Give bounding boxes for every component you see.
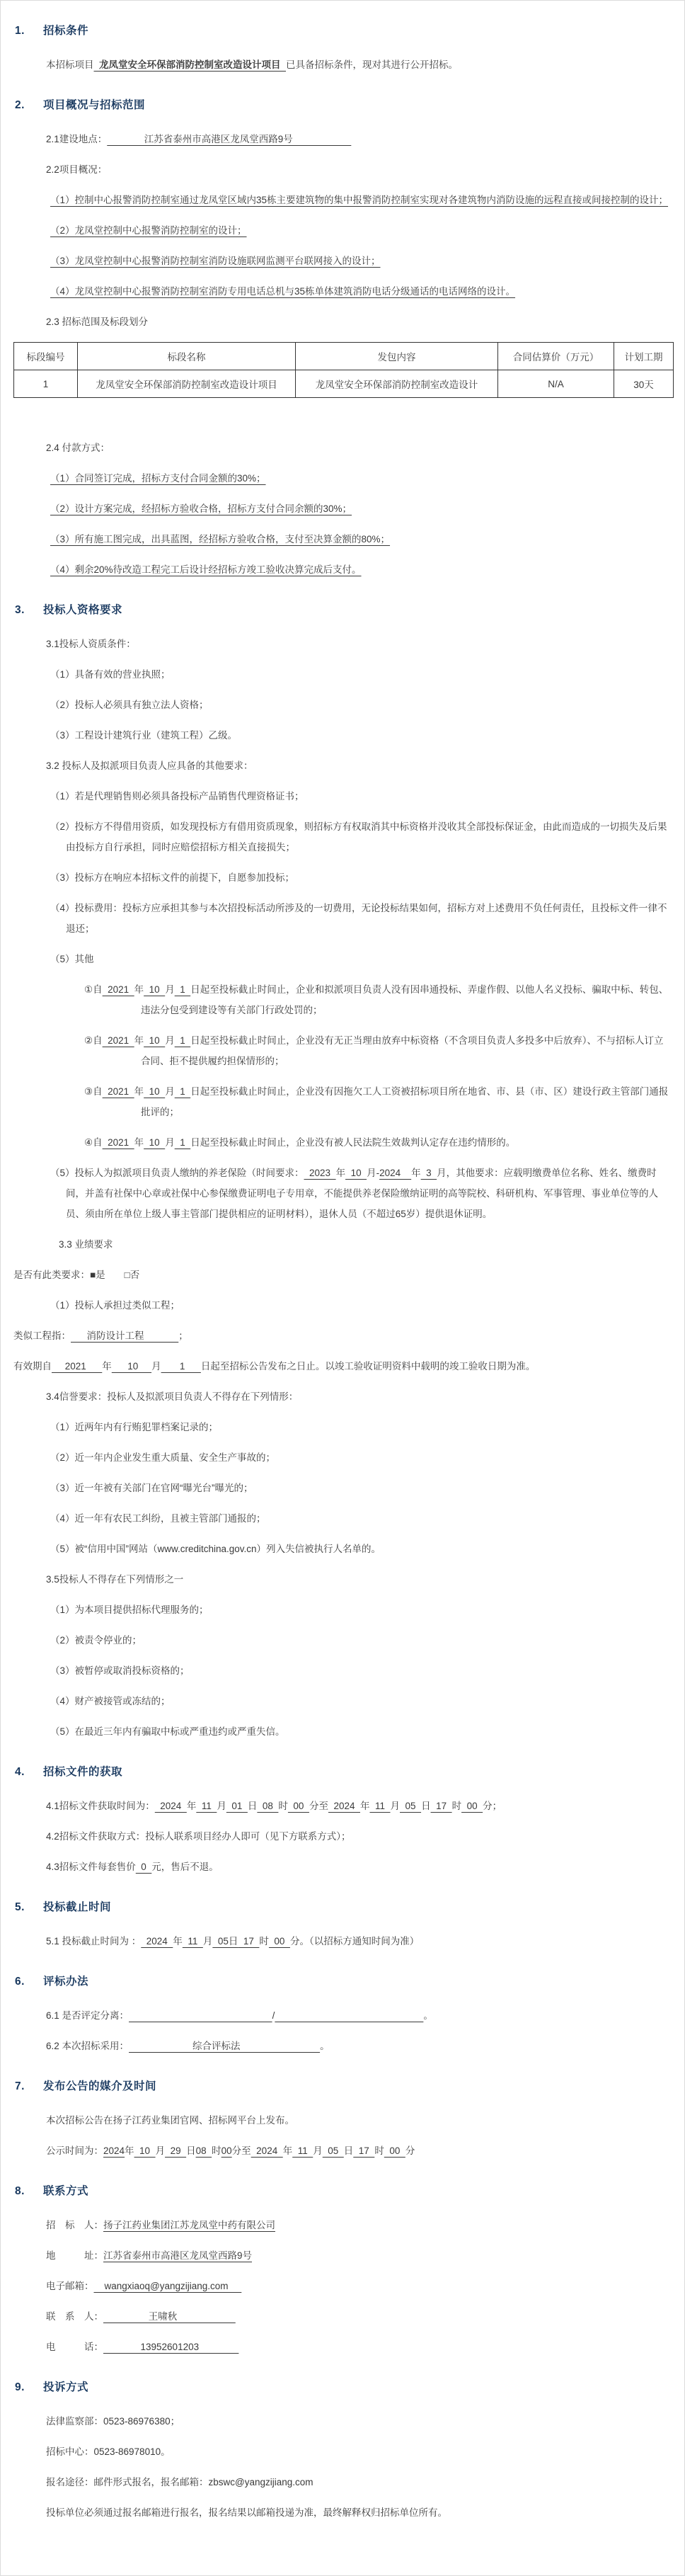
other-req-item-4: （4）投标费用：投标方应承担其参与本次招投标活动所涉及的一切费用，无论投标结果如何，招标方对上述费用不负任何责任，且投标文件一律不退还；: [50, 903, 667, 934]
price-suffix: 元，售后不退。: [151, 1862, 219, 1872]
section-project-overview: [13, 96, 672, 580]
section-contact-info: [13, 2182, 672, 2357]
section-document-acquisition: [13, 1763, 672, 1877]
performance-requirement-choice: 是否有此类要求：■是 □否: [13, 1270, 140, 1280]
circ3-seg2: 年: [134, 1086, 144, 1097]
email-value: wangxiaoq@yangzijiang.com: [93, 2281, 242, 2291]
payment-item-4: [29, 559, 672, 580]
method-label: 6.2 本次招标采用：: [46, 2041, 129, 2051]
reputation-item-3: （3）近一年被有关部门在官网“曝光台”曝光的；: [50, 1483, 253, 1493]
circ2-day: 1: [174, 1035, 191, 1046]
validity-seg2: 年: [102, 1361, 112, 1372]
acq-seg: 月: [390, 1801, 401, 1811]
pub-seg: 月: [155, 2145, 166, 2156]
reputation-item-4: （4）近一年有农民工纠纷，且被主管部门通报的；: [50, 1513, 266, 1524]
circle-item-4: [70, 1132, 672, 1153]
acquisition-method-line: 4.2招标文件获取方式：投标人联系项目经办人即可（见下方联系方式）；: [46, 1831, 351, 1842]
validity-seg4: 月: [151, 1361, 161, 1372]
section-6-heading: [15, 1973, 672, 1988]
payment-item-3: [29, 529, 672, 549]
spacer: [13, 419, 672, 438]
circ2-year: 2021: [102, 1035, 134, 1046]
payment-item-4-text: （4）剩余20%待改造工程完工后设计经招标方竣工验收决算完成后支付。: [50, 564, 362, 575]
header-planned-duration: 计划工期: [614, 343, 674, 370]
other-req-item-3: （3）投标方在响应本招标文件的前提下，自愿参加投标；: [50, 872, 295, 883]
performance-item-1: （1）投标人承担过类似工程；: [50, 1300, 180, 1311]
performance-requirement-label: 3.3 业绩要求: [59, 1239, 113, 1250]
payment-item-2: [29, 498, 672, 519]
prohibited-item-2: （2）被责令停业的；: [50, 1635, 142, 1646]
separation-blank-2: [275, 2010, 423, 2021]
validity-month: 10: [111, 1361, 152, 1372]
section-5-title: 投标截止时间: [43, 1901, 112, 1913]
circ3-day: 1: [174, 1086, 191, 1097]
circ4-seg4: 月: [165, 1137, 175, 1148]
acq-seg: 日: [247, 1801, 258, 1811]
separation-blank-1: [129, 2010, 272, 2021]
address-value: 江苏省泰州市高港区龙凤堂西路9号: [103, 2250, 253, 2261]
pub-year-to: 2024: [251, 2145, 283, 2156]
table-row: [14, 370, 674, 398]
acq-seg: 时: [451, 1801, 462, 1811]
pension-year-from: 2023: [304, 1168, 336, 1178]
circ3-seg4: 月: [165, 1086, 175, 1097]
payment-item-1: [29, 468, 672, 489]
contact-person-value: 王啸秋: [103, 2311, 236, 2322]
pub-min-from: 00: [221, 2145, 232, 2156]
section-8-title: 联系方式: [43, 2185, 89, 2197]
qual-item-1: （1）具备有效的营业执照；: [50, 669, 171, 680]
pub-seg: 时: [374, 2145, 384, 2156]
evaluation-method-line: [13, 2036, 672, 2056]
construction-site-line: [13, 129, 672, 149]
similar-suffix: ；: [178, 1330, 188, 1341]
section-1-title: 招标条件: [43, 25, 89, 37]
validity-line: [13, 1356, 672, 1377]
pub-seg: 月: [313, 2145, 323, 2156]
section-3-heading: [15, 601, 672, 617]
section-1-number: 1.: [15, 25, 25, 37]
acq-day-from: 01: [226, 1801, 248, 1811]
other-requirements-label: 3.2 投标人及拟派项目负责人应具备的其他要求：: [46, 760, 253, 771]
circ1-year: 2021: [102, 984, 134, 995]
qual-item-3: （3）工程设计建筑行业（建筑工程）乙级。: [50, 730, 238, 741]
evaluation-separation-line: [13, 2005, 672, 2026]
deadline-line: [13, 1931, 672, 1951]
header-lot-number: 标段编号: [14, 343, 78, 370]
section-2-number: 2.: [15, 99, 25, 111]
section-2-heading: [15, 96, 672, 112]
circ1-seg0: ①自: [84, 984, 103, 995]
table-header-row: [14, 343, 674, 370]
acq-seg: 年: [186, 1801, 197, 1811]
pub-day-to: 05: [322, 2145, 344, 2156]
scope-division-label: 2.3 招标范围及标段划分: [46, 317, 149, 327]
pub-year-from: 2024: [103, 2145, 125, 2156]
deadline-rest: 分。（以招标方通知时间为准）: [289, 1936, 420, 1947]
reputation-item-1: （1）近两年内有行贿犯罪档案记录的；: [50, 1422, 219, 1432]
section-9-number: 9.: [15, 2381, 25, 2393]
acq-seg: 分；: [483, 1801, 502, 1811]
payment-method-label: 2.4 付款方式：: [46, 443, 110, 453]
acq-hour-from: 08: [257, 1801, 279, 1811]
deadline-min: 00: [268, 1936, 290, 1947]
section-bid-deadline: [13, 1898, 672, 1951]
reputation-item-5: （5）被“信用中国”网站（www.creditchina.gov.cn）列入失信被执行人名单的。: [50, 1544, 381, 1554]
cell-lot-number: 1: [14, 370, 78, 398]
deadline-seg: 年: [173, 1936, 183, 1947]
deadline-year: 2024: [141, 1936, 173, 1947]
section-6-number: 6.: [15, 1976, 25, 1988]
circ2-month: 10: [144, 1035, 166, 1046]
overview-item-4-text: （4）龙凤堂控制中心报警消防控制室消防专用电话总机与35栋单体建筑消防电话分级通话的电话网络的设计。: [50, 286, 516, 297]
acq-month-from: 11: [196, 1801, 217, 1811]
circ2-seg2: 年: [134, 1035, 144, 1046]
cell-lot-name: 龙凤堂安全环保部消防控制室改造设计项目: [78, 370, 296, 398]
pub-min-to: 00: [384, 2145, 405, 2156]
separation-slash: /: [272, 2010, 275, 2021]
phone-value: 13952601203: [103, 2342, 239, 2352]
legal-supervision-line: 法律监察部：0523-86976380；: [46, 2416, 180, 2427]
section-7-heading: [15, 2078, 672, 2093]
overview-item-3-text: （3）龙凤堂控制中心报警消防控制室消防设施联网监测平台联网接入的设计；: [50, 256, 381, 266]
similar-project-line: [13, 1326, 672, 1346]
circ2-seg0: ②自: [84, 1035, 103, 1046]
project-name: 龙凤堂安全环保部消防控制室改造设计项目: [93, 59, 287, 70]
document-price-line: [13, 1857, 672, 1877]
acq-min-from: 00: [287, 1801, 309, 1811]
prohibited-item-4: （4）财产被接管或冻结的；: [50, 1696, 171, 1706]
payment-item-1-text: （1）合同签订完成，招标方支付合同金额的30%；: [50, 473, 266, 484]
tenderer-value: 扬子江药业集团江苏龙凤堂中药有限公司: [103, 2220, 275, 2230]
circ4-seg0: ④自: [84, 1137, 103, 1148]
section-evaluation-method: [13, 1973, 672, 2056]
acq-label: 4.1招标文件获取时间为：: [46, 1801, 155, 1811]
prohibited-item-3: （3）被暂停或取消投标资格的；: [50, 1665, 190, 1676]
pub-seg: 年: [125, 2145, 134, 2156]
pension-rest: 月，其他要求：应载明缴费单位名称、姓名、缴费时间，并盖有社保中心章或社保中心参保缴费证明电子专用章，不能提供养老保险缴纳证明的高等院校、科研机构、军事管理、事业单位等的人员、须由所在单位上级人事主管部门提供相应的证明材料），退休人员（不超过65岁）提供退休证明。: [66, 1168, 658, 1219]
separation-period: 。: [423, 2010, 433, 2021]
deadline-seg: 月: [202, 1936, 213, 1947]
other-req-item-2: （2）投标方不得借用资质，如发现投标方有借用资质现象，则招标方有权取消其中标资格并没收其全部投标保证金，由此而造成的一切损失及后果由投标方自行承担，同时应赔偿招标方相关直接损失；: [50, 821, 667, 853]
construction-site-label: 2.1建设地点：: [46, 134, 108, 144]
contact-person-line: [13, 2306, 672, 2327]
construction-site-value: 江苏省泰州市高港区龙凤堂西路9号: [107, 134, 352, 144]
section-5-number: 5.: [15, 1901, 25, 1913]
section-7-title: 发布公告的媒介及时间: [43, 2080, 157, 2092]
tender-center-line: 招标中心：0523-86978010。: [46, 2446, 171, 2457]
method-period: 。: [320, 2041, 330, 2051]
section-9-heading: [15, 2378, 672, 2394]
method-value: 综合评标法: [129, 2041, 321, 2051]
price-value: 0: [135, 1862, 152, 1872]
acq-year-to: 2024: [328, 1801, 360, 1811]
validity-rest: 日起至招标公告发布之日止。以竣工验收证明资料中载明的竣工验收日期为准。: [200, 1361, 536, 1372]
circ4-rest: 日起至投标截止时间止，企业没有被人民法院生效裁判认定存在违约情形的。: [190, 1137, 516, 1148]
circle-item-2: [70, 1030, 672, 1071]
pub-month-from: 10: [134, 2145, 156, 2156]
prohibited-item-1: （1）为本项目提供招标代理服务的；: [50, 1605, 209, 1615]
section-8-heading: [15, 2182, 672, 2198]
cell-planned-duration: 30天: [614, 370, 674, 398]
pub-seg: 日: [186, 2145, 196, 2156]
acq-seg: 年: [360, 1801, 370, 1811]
section-bidder-qualifications: [13, 601, 672, 1742]
acq-month-to: 11: [369, 1801, 391, 1811]
pension-seg0: （5）投标人为拟派项目负责人缴纳的养老保险（时间要求：: [50, 1168, 304, 1178]
final-note-line: 投标单位必须通过报名邮箱进行报名，报名结果以邮箱投递为准，最终解释权归招标单位所有。: [46, 2507, 447, 2518]
statement-suffix: 已具备招标条件，现对其进行公开招标。: [286, 59, 459, 70]
pub-hour-to: 17: [353, 2145, 375, 2156]
pension-seg6: 年: [411, 1168, 421, 1178]
section-7-number: 7.: [15, 2080, 25, 2092]
other-req-item-1: （1）若是代理销售则必须具备投标产品销售代理资格证书；: [50, 791, 304, 802]
similar-label: 类似工程指：: [13, 1330, 71, 1341]
overview-item-2: [29, 220, 672, 241]
section-4-title: 招标文件的获取: [43, 1766, 123, 1778]
section-1-heading: [15, 22, 672, 38]
circ3-seg0: ③自: [84, 1086, 103, 1097]
circle-item-3: [70, 1081, 672, 1122]
acquisition-time-line: [13, 1796, 672, 1816]
section-4-number: 4.: [15, 1766, 25, 1778]
separation-label: 6.1 是否评定分离：: [46, 2010, 129, 2021]
address-label: 地 址：: [46, 2250, 103, 2261]
price-label: 4.3招标文件每套售价: [46, 1862, 136, 1872]
acq-seg: 分至: [309, 1801, 328, 1811]
circ3-month: 10: [144, 1086, 166, 1097]
deadline-month: 11: [182, 1936, 203, 1947]
lot-division-table: [13, 342, 674, 398]
similar-value: 消防设计工程: [71, 1330, 179, 1341]
section-9-title: 投诉方式: [43, 2381, 89, 2393]
acq-seg: 月: [217, 1801, 226, 1811]
pension-month-to: 3: [420, 1168, 437, 1178]
section-2-title: 项目概况与招标范围: [43, 99, 146, 111]
deadline-seg: 时: [259, 1936, 269, 1947]
section-5-heading: [15, 1898, 672, 1914]
validity-seg0: 有效期自: [13, 1361, 52, 1372]
section-6-title: 评标办法: [43, 1976, 89, 1988]
statement-prefix: 本招标项目: [46, 59, 94, 70]
section-4-heading: [15, 1763, 672, 1779]
project-overview-label: 2.2项目概况：: [46, 164, 108, 175]
acq-min-to: 00: [461, 1801, 483, 1811]
publicity-label: 公示时间为：: [46, 2145, 103, 2156]
acq-seg: 日: [421, 1801, 431, 1811]
overview-item-1: [29, 190, 672, 210]
deadline-hour: 17: [238, 1936, 260, 1947]
overview-item-4: [29, 281, 672, 302]
pub-seg: 分: [405, 2145, 415, 2156]
contact-person-label: 联 系 人：: [46, 2311, 103, 2322]
pub-month-to: 11: [292, 2145, 313, 2156]
email-line: [13, 2276, 672, 2296]
circ1-rest: 日起至投标截止时间止，企业和拟派项目负责人没有因串通投标、弄虚作假、以他人名义投标、骗取中标、转包、违法分包受到建设等有关部门行政处罚的；: [141, 984, 669, 1015]
header-contract-content: 发包内容: [296, 343, 498, 370]
header-lot-name: 标段名称: [78, 343, 296, 370]
payment-item-3-text: （3）所有施工图完成，出具蓝图，经招标方验收合格，支付至决算金额的80%；: [50, 534, 391, 545]
pension-month-from: 10: [345, 1168, 367, 1178]
deadline-label: 5.1 投标截止时间为 ：: [46, 1936, 142, 1947]
overview-item-1-text: （1）控制中心报警消防控制室通过龙凤堂区域内35栋主要建筑物的集中报警消防控制室实现对各建筑物内消防设施的远程直接或间接控制的设计；: [50, 195, 669, 205]
publicity-period-line: [13, 2141, 672, 2161]
pub-hour-from: 08: [195, 2145, 212, 2156]
pension-seg4: 月-: [367, 1168, 380, 1178]
acq-day-to: 05: [400, 1801, 422, 1811]
section-complaint-method: [13, 2378, 672, 2523]
payment-item-2-text: （2）设计方案完成，经招标方验收合格，招标方支付合同余额的30%；: [50, 503, 352, 514]
section-8-number: 8.: [15, 2185, 25, 2197]
header-estimated-price: 合同估算价（万元）: [498, 343, 614, 370]
section-3-title: 投标人资格要求: [43, 604, 123, 616]
cell-estimated-price: N/A: [498, 370, 614, 398]
pension-requirement: [29, 1163, 672, 1224]
email-label: 电子邮箱：: [46, 2281, 94, 2291]
acq-seg: 时: [278, 1801, 288, 1811]
circ1-month: 10: [144, 984, 166, 995]
pension-seg2: 年: [335, 1168, 346, 1178]
circ4-month: 10: [144, 1137, 166, 1148]
phone-label: 电 话：: [46, 2342, 103, 2352]
overview-item-3: [29, 251, 672, 271]
tenderer-label: 招 标 人：: [46, 2220, 103, 2230]
circ1-seg2: 年: [134, 984, 144, 995]
other-req-item-5: （5）其他: [50, 954, 94, 964]
section-3-number: 3.: [15, 604, 25, 616]
qual-item-2: （2）投标人必须具有独立法人资格；: [50, 700, 209, 710]
section-announcement-media: [13, 2078, 672, 2161]
validity-day: 1: [161, 1361, 201, 1372]
circ3-rest: 日起至投标截止时间止，企业没有因拖欠工人工资被招标项目所在地省、市、县（市、区）建设行政主管部门通报批评的；: [141, 1086, 669, 1117]
section-tender-conditions: [13, 22, 672, 75]
validity-year: 2021: [52, 1361, 103, 1372]
qualification-conditions-label: 3.1投标人资质条件：: [46, 639, 136, 649]
pub-seg: 时: [212, 2145, 221, 2156]
prohibited-situations-label: 3.5投标人不得存在下列情形之一: [46, 1574, 184, 1585]
circ1-day: 1: [174, 984, 191, 995]
circ4-year: 2021: [102, 1137, 134, 1148]
pub-seg: 年: [282, 2145, 293, 2156]
circ1-seg4: 月: [165, 984, 175, 995]
overview-item-2-text: （2）龙凤堂控制中心报警消防控制室的设计；: [50, 225, 247, 236]
cell-contract-content: 龙凤堂安全环保部消防控制室改造设计: [296, 370, 498, 398]
signup-channel-line: 报名途径：邮件形式报名，报名邮箱：zbswc@yangzijiang.com: [46, 2477, 313, 2487]
acq-hour-to: 17: [430, 1801, 452, 1811]
prohibited-item-5: （5）在最近三年内有骗取中标或严重违约或严重失信。: [50, 1726, 285, 1737]
pension-year-to: 2024: [379, 1168, 412, 1178]
announcement-platforms-line: 本次招标公告在扬子江药业集团官网、招标网平台上发布。: [46, 2115, 294, 2126]
reputation-item-2: （2）近一年内企业发生重大质量、安全生产事故的；: [50, 1452, 276, 1463]
pub-seg: 分至: [231, 2145, 251, 2156]
circ4-day: 1: [174, 1137, 191, 1148]
address-line: [13, 2245, 672, 2266]
circ4-seg2: 年: [134, 1137, 144, 1148]
circle-item-1: [70, 979, 672, 1020]
tender-condition-statement: [13, 55, 672, 75]
circ2-rest: 日起至投标截止时间止，企业没有无正当理由放弃中标资格（不含项目负责人多投多中后放弃）、不与招标人订立合同、拒不提供履约担保情形的；: [141, 1035, 664, 1066]
pub-seg: 日: [343, 2145, 354, 2156]
deadline-day: 05日: [212, 1936, 238, 1947]
circ2-seg4: 月: [165, 1035, 175, 1046]
circ3-year: 2021: [102, 1086, 134, 1097]
reputation-requirement-label: 3.4信誉要求：投标人及拟派项目负责人不得存在下列情形：: [46, 1391, 299, 1402]
tenderer-line: [13, 2215, 672, 2235]
acq-year-from: 2024: [154, 1801, 187, 1811]
phone-line: [13, 2337, 672, 2357]
pub-day-from: 29: [165, 2145, 187, 2156]
